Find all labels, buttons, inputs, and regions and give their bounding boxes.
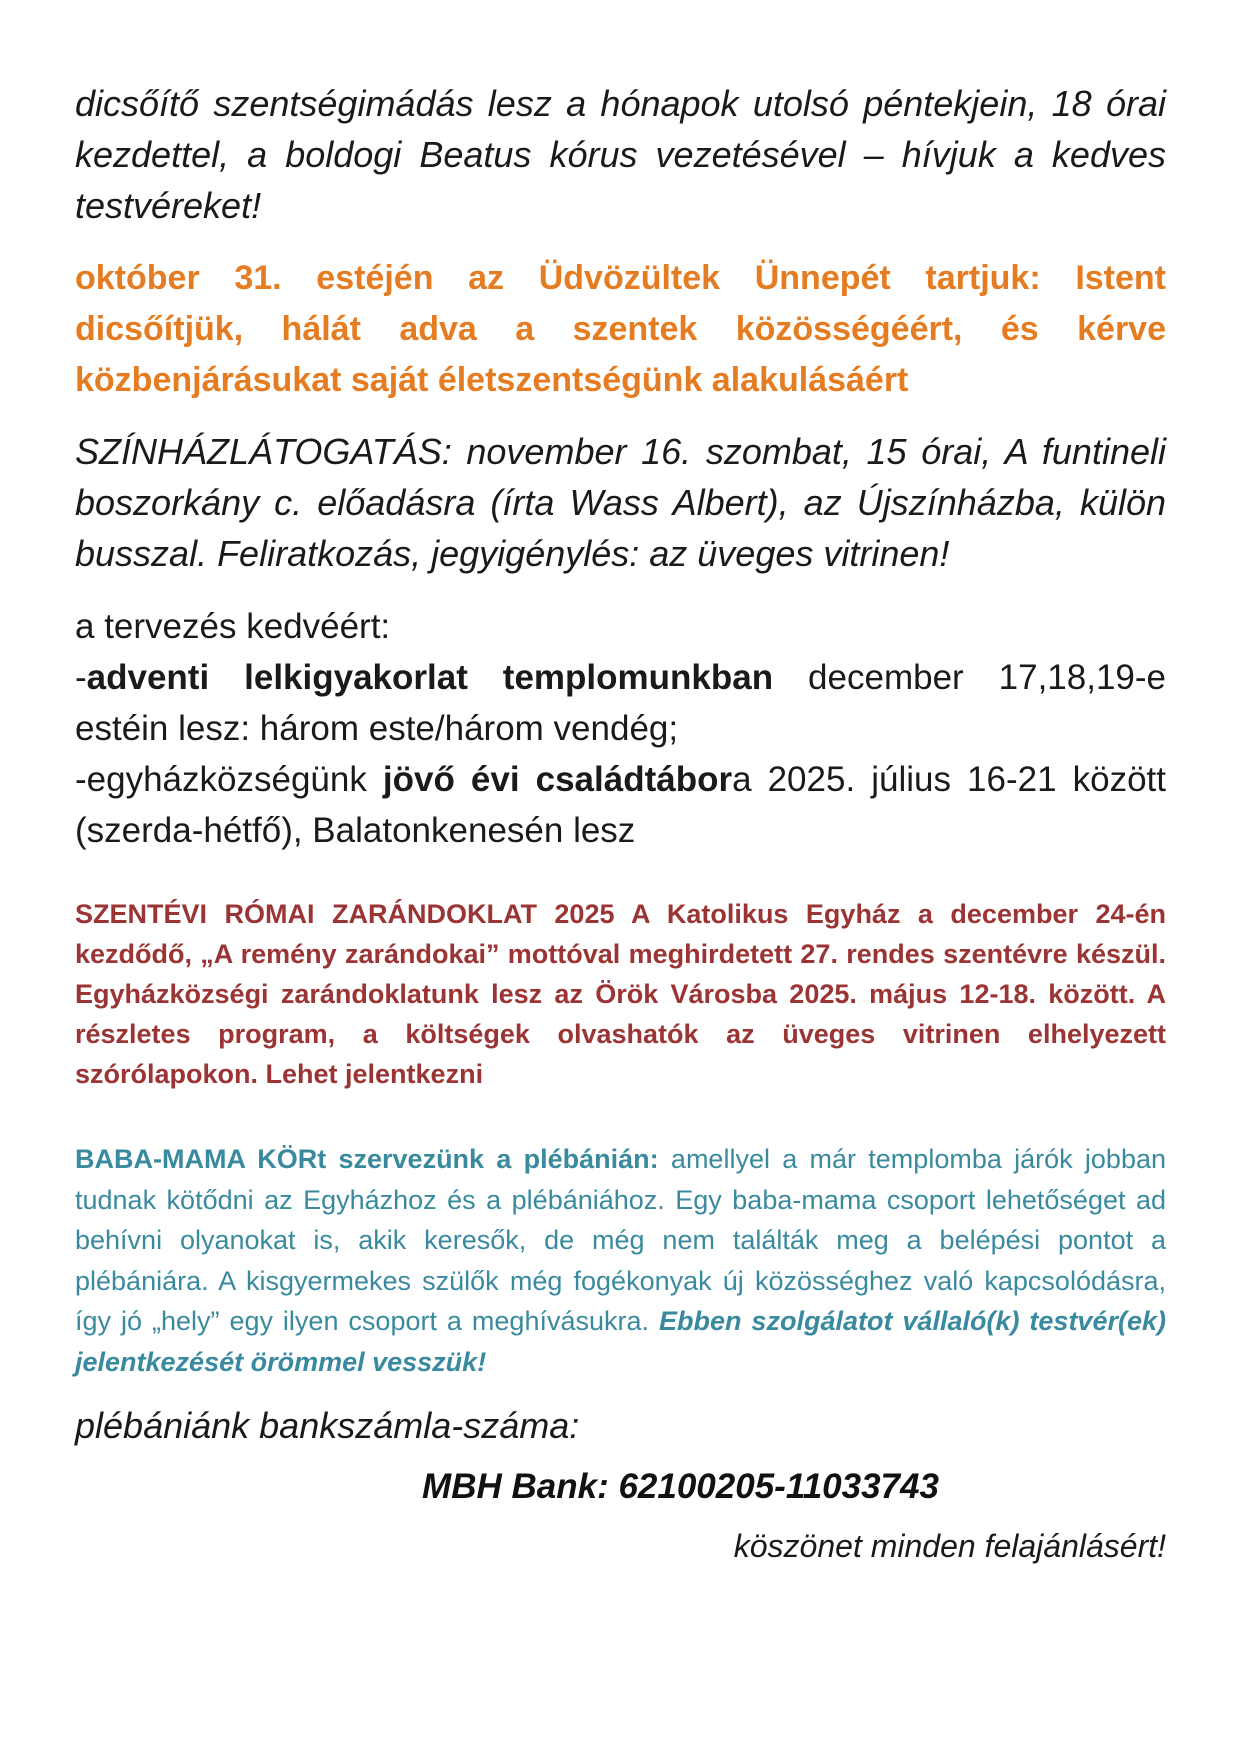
camp-prefix: -egyházközségünk xyxy=(75,760,383,799)
advent-retreat-title: adventi lelkigyakorlat templomunkban xyxy=(86,658,774,697)
thanks-line: köszönet minden felajánlásért! xyxy=(733,1528,1166,1564)
planning-section xyxy=(75,601,1166,856)
family-camp-title: jövő évi családtábor xyxy=(382,760,733,799)
baby-mama-paragraph xyxy=(75,1139,1166,1382)
adoration-paragraph: dicsőítő szentségimádás lesz a hónapok utolsó péntekjein, 18 órai kezdettel, a boldogi Beatus kórus vezetésével – hívjuk a kedves testvéreket! xyxy=(75,83,1166,226)
planning-intro: a tervezés kedvéért: xyxy=(75,607,391,646)
family-camp-item xyxy=(75,754,1166,856)
family-camp-details: a 2025. július 16-21 között (szerda-hétfő), Balatonkenesén lesz xyxy=(75,760,1166,850)
bulletin-page xyxy=(75,78,1166,1568)
theatre-paragraph: SZÍNHÁZLÁTOGATÁS: november 16. szombat, 15 órai, A funtineli boszorkány c. előadásra (írta Wass Albert), az Újszínházba, külön busszal. Feliratkozás, jegyigénylés: az üveges vitrinen! xyxy=(75,431,1166,574)
baby-mama-body: amellyel a már templomba járók jobban tudnak kötődni az Egyházhoz és a plébániához. Egy baba-mama csoport lehetőséget ad behívni olyanokat is, akik keresők, de még nem találták meg a belépési pontot a plébániára. A kisgyermekes szülők még fogékonyak új közösséghez való kapcsolódásra, így jó „hely” egy ilyen csoport a meghívásukra. xyxy=(75,1144,1167,1336)
advent-retreat-details: december 17,18,19-e estéin lesz: három este/három vendég; xyxy=(75,658,1167,748)
baby-mama-heading: BABA-MAMA KÖRt szervezünk a plébánián: xyxy=(75,1144,659,1174)
pilgrimage-paragraph: SZENTÉVI RÓMAI ZARÁNDOKLAT 2025 A Katolikus Egyház a december 24-én kezdődő, „A remény zarándokai” mottóval meghirdetett 27. rendes szentévre készül. Egyházközségi zarándoklatunk lesz az Örök Városba 2025. május 12-18. között. A részletes program, a költségek olvashatók az üveges vitrinen elhelyezett szórólapokon. Lehet jelentkezni xyxy=(75,899,1166,1089)
bank-account-number: MBH Bank: 62100205-11033743 xyxy=(422,1467,939,1506)
all-saints-paragraph: október 31. estéjén az Üdvözültek Ünnepét tartjuk: Istent dicsőítjük, hálát adva a szentek közösségéért, és kérve közbenjárásukat saját életszentségünk alakulásáért xyxy=(75,259,1166,399)
advent-prefix: - xyxy=(75,658,87,697)
baby-mama-call: Ebben szolgálatot vállaló(k) testvér(ek) jelentkezését örömmel vesszük! xyxy=(75,1306,1166,1377)
advent-retreat-item xyxy=(75,652,1166,754)
bank-account-label: plébániánk bankszámla-száma: xyxy=(75,1405,580,1446)
